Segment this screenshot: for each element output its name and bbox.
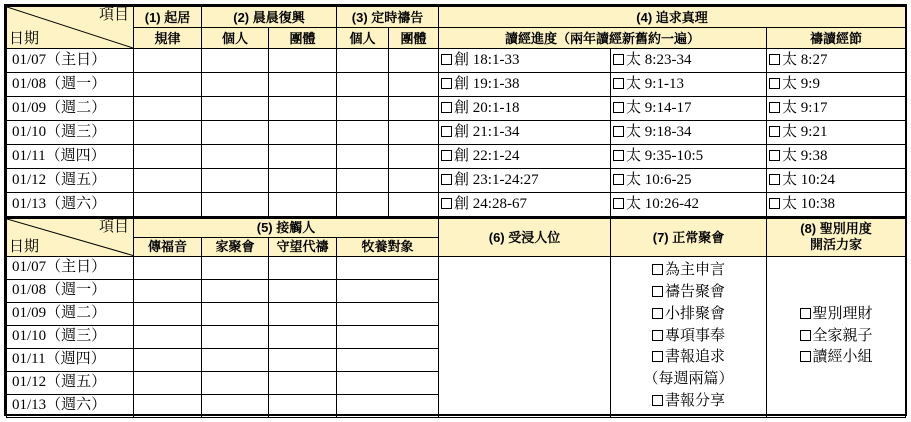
header-baptism: (6) 受浸人位 xyxy=(439,218,611,256)
consecration-cell xyxy=(767,256,906,417)
intercession-cell[interactable] xyxy=(269,279,337,302)
gospel-cell[interactable] xyxy=(134,325,202,348)
weekly-record-sheet xyxy=(4,4,907,416)
prayer-personal-cell[interactable] xyxy=(337,121,389,145)
pray-verse[interactable]: 太 9:17 xyxy=(767,97,906,121)
ot-reading[interactable]: 創 22:1-24 xyxy=(439,145,611,169)
nt-reading[interactable]: 太 9:14-17 xyxy=(611,97,767,121)
morning-personal-cell[interactable] xyxy=(202,97,269,121)
checkbox[interactable] xyxy=(613,198,624,209)
checkbox[interactable] xyxy=(800,330,811,341)
date-cell: 01/09（週二） xyxy=(7,97,134,121)
gospel-cell[interactable] xyxy=(134,394,202,417)
header-routine-sub: 規律 xyxy=(134,28,202,49)
date-cell: 01/12（週五） xyxy=(7,371,134,394)
diagonal-header-bottom xyxy=(7,218,134,256)
morning-group-cell[interactable] xyxy=(269,145,337,169)
ot-reading[interactable]: 創 19:1-38 xyxy=(439,73,611,97)
date-cell: 01/07（主日） xyxy=(7,49,134,73)
ot-reading[interactable]: 創 24:28-67 xyxy=(439,193,611,217)
checkbox[interactable] xyxy=(800,351,811,362)
checkbox[interactable] xyxy=(769,198,780,209)
home-meeting-cell[interactable] xyxy=(202,325,269,348)
morning-personal-cell[interactable] xyxy=(202,121,269,145)
meeting-service[interactable]: 專項事奉 xyxy=(611,326,766,348)
consecration-finance[interactable]: 聖別理財 xyxy=(767,304,905,326)
header-consecration-line2: 開活力家 xyxy=(810,237,863,253)
date-cell: 01/09（週二） xyxy=(7,302,134,325)
routine-cell[interactable] xyxy=(134,97,202,121)
checkbox[interactable] xyxy=(441,174,452,185)
checkbox[interactable] xyxy=(652,395,663,406)
pray-verse[interactable]: 太 9:21 xyxy=(767,121,906,145)
prayer-group-cell[interactable] xyxy=(389,193,439,217)
pray-verse[interactable]: 太 8:27 xyxy=(767,49,906,73)
bottom-table xyxy=(6,217,906,418)
table-row xyxy=(7,73,906,97)
morning-personal-cell[interactable] xyxy=(202,49,269,73)
morning-personal-cell[interactable] xyxy=(202,73,269,97)
header-meetings: (7) 正常聚會 xyxy=(611,218,767,256)
date-cell: 01/10（週三） xyxy=(7,325,134,348)
checkbox[interactable] xyxy=(652,308,663,319)
routine-cell[interactable] xyxy=(134,193,202,217)
date-cell: 01/13（週六） xyxy=(7,394,134,417)
intercession-cell[interactable] xyxy=(269,394,337,417)
header-prayer-group: 團體 xyxy=(389,28,439,49)
morning-personal-cell[interactable] xyxy=(202,193,269,217)
date-cell: 01/07（主日） xyxy=(7,256,134,279)
header-consecration xyxy=(767,218,906,256)
prayer-personal-cell[interactable] xyxy=(337,73,389,97)
meeting-prophesy[interactable]: 為主申言 xyxy=(611,260,766,282)
pray-verse[interactable]: 太 9:9 xyxy=(767,73,906,97)
intercession-cell[interactable] xyxy=(269,325,337,348)
header-morning-personal: 個人 xyxy=(202,28,269,49)
gospel-cell[interactable] xyxy=(134,279,202,302)
morning-group-cell[interactable] xyxy=(269,73,337,97)
date-cell: 01/08（週一） xyxy=(7,279,134,302)
header-shepherding: 牧養對象 xyxy=(337,237,439,256)
header-intercession: 守望代禱 xyxy=(269,237,337,256)
date-cell: 01/13（週六） xyxy=(7,193,134,217)
checkbox[interactable] xyxy=(769,150,780,161)
checkbox[interactable] xyxy=(613,102,624,113)
prayer-personal-cell[interactable] xyxy=(337,169,389,193)
nt-reading[interactable]: 太 10:6-25 xyxy=(611,169,767,193)
header-truth: (4) 追求真理 xyxy=(439,7,906,28)
ot-reading[interactable]: 創 18:1-33 xyxy=(439,49,611,73)
shepherding-cell[interactable] xyxy=(337,302,439,325)
header-prayer-personal: 個人 xyxy=(337,28,389,49)
intercession-cell[interactable] xyxy=(269,348,337,371)
checkbox[interactable] xyxy=(800,308,811,319)
header-contact: (5) 接觸人 xyxy=(134,218,439,237)
morning-personal-cell[interactable] xyxy=(202,145,269,169)
shepherding-cell[interactable] xyxy=(337,279,439,302)
shepherding-cell[interactable] xyxy=(337,348,439,371)
header-home-meeting: 家聚會 xyxy=(202,237,269,256)
prayer-group-cell[interactable] xyxy=(389,145,439,169)
checkbox[interactable] xyxy=(441,102,452,113)
nt-reading[interactable]: 太 9:18-34 xyxy=(611,121,767,145)
header-gospel: 傳福音 xyxy=(134,237,202,256)
header-consecration-line1: (8) 聖別用度 xyxy=(800,221,872,236)
ot-reading[interactable]: 創 21:1-34 xyxy=(439,121,611,145)
nt-reading[interactable]: 太 9:1-13 xyxy=(611,73,767,97)
checkbox[interactable] xyxy=(441,126,452,137)
home-meeting-cell[interactable] xyxy=(202,256,269,279)
top-table xyxy=(6,6,906,217)
shepherding-cell[interactable] xyxy=(337,325,439,348)
routine-cell[interactable] xyxy=(134,169,202,193)
table-row xyxy=(7,256,906,279)
routine-cell[interactable] xyxy=(134,49,202,73)
morning-group-cell[interactable] xyxy=(269,169,337,193)
gospel-cell[interactable] xyxy=(134,348,202,371)
routine-cell[interactable] xyxy=(134,145,202,169)
prayer-personal-cell[interactable] xyxy=(337,49,389,73)
morning-group-cell[interactable] xyxy=(269,193,337,217)
gospel-cell[interactable] xyxy=(134,371,202,394)
consecration-bible-group[interactable]: 讀經小組 xyxy=(767,347,905,369)
routine-cell[interactable] xyxy=(134,73,202,97)
item-label: 項目 xyxy=(98,219,129,235)
shepherding-cell[interactable] xyxy=(337,371,439,394)
checkbox[interactable] xyxy=(613,174,624,185)
table-row xyxy=(7,121,906,145)
checkbox[interactable] xyxy=(613,150,624,161)
ot-reading[interactable]: 創 20:1-18 xyxy=(439,97,611,121)
header-prayer: (3) 定時禱告 xyxy=(337,7,439,28)
date-cell: 01/08（週一） xyxy=(7,73,134,97)
gospel-cell[interactable] xyxy=(134,256,202,279)
table-row xyxy=(7,49,906,73)
intercession-cell[interactable] xyxy=(269,371,337,394)
home-meeting-cell[interactable] xyxy=(202,371,269,394)
baptism-cell[interactable] xyxy=(439,256,611,417)
date-label: 日期 xyxy=(9,238,40,255)
prayer-group-cell[interactable] xyxy=(389,73,439,97)
date-cell: 01/11（週四） xyxy=(7,145,134,169)
pray-verse[interactable]: 太 9:38 xyxy=(767,145,906,169)
date-label: 日期 xyxy=(9,31,40,47)
table-row xyxy=(7,97,906,121)
pray-verse[interactable]: 太 10:38 xyxy=(767,193,906,217)
checkbox[interactable] xyxy=(652,351,663,362)
checkbox[interactable] xyxy=(769,126,780,137)
meeting-prayer[interactable]: 禱告聚會 xyxy=(611,282,766,304)
pray-verse[interactable]: 太 10:24 xyxy=(767,169,906,193)
checkbox[interactable] xyxy=(441,198,452,209)
date-cell: 01/11（週四） xyxy=(7,348,134,371)
meeting-small-group[interactable]: 小排聚會 xyxy=(611,304,766,326)
meeting-book-sharing[interactable]: 書報分享 xyxy=(611,391,766,413)
checkbox[interactable] xyxy=(652,286,663,297)
intercession-cell[interactable] xyxy=(269,302,337,325)
prayer-group-cell[interactable] xyxy=(389,49,439,73)
prayer-group-cell[interactable] xyxy=(389,121,439,145)
header-reading-schedule: 讀經進度（兩年讀經新舊約一遍） xyxy=(439,28,767,49)
checkbox[interactable] xyxy=(769,174,780,185)
home-meeting-cell[interactable] xyxy=(202,279,269,302)
intercession-cell[interactable] xyxy=(269,256,337,279)
checkbox[interactable] xyxy=(769,54,780,65)
checkbox[interactable] xyxy=(652,330,663,341)
checkbox[interactable] xyxy=(441,54,452,65)
header-routine: (1) 起居 xyxy=(134,7,202,28)
routine-cell[interactable] xyxy=(134,121,202,145)
checkbox[interactable] xyxy=(769,102,780,113)
checkbox[interactable] xyxy=(613,78,624,89)
home-meeting-cell[interactable] xyxy=(202,302,269,325)
prayer-personal-cell[interactable] xyxy=(337,193,389,217)
header-morning-group: 團體 xyxy=(269,28,337,49)
morning-group-cell[interactable] xyxy=(269,49,337,73)
date-cell: 01/10（週三） xyxy=(7,121,134,145)
header-pray-verse: 禱讀經節 xyxy=(767,28,906,49)
nt-reading[interactable]: 太 8:23-34 xyxy=(611,49,767,73)
header-morning-revival: (2) 晨晨復興 xyxy=(202,7,337,28)
meetings-cell xyxy=(611,256,767,417)
item-label: 項目 xyxy=(98,7,129,23)
home-meeting-cell[interactable] xyxy=(202,348,269,371)
diagonal-header-top xyxy=(7,7,134,49)
meeting-book-note: （每週兩篇） xyxy=(643,371,734,388)
home-meeting-cell[interactable] xyxy=(202,394,269,417)
consecration-family[interactable]: 全家親子 xyxy=(767,326,905,348)
morning-group-cell[interactable] xyxy=(269,97,337,121)
morning-personal-cell[interactable] xyxy=(202,169,269,193)
checkbox[interactable] xyxy=(613,126,624,137)
nt-reading[interactable]: 太 10:26-42 xyxy=(611,193,767,217)
gospel-cell[interactable] xyxy=(134,302,202,325)
morning-group-cell[interactable] xyxy=(269,121,337,145)
prayer-personal-cell[interactable] xyxy=(337,145,389,169)
ot-reading[interactable]: 創 23:1-24:27 xyxy=(439,169,611,193)
shepherding-cell[interactable] xyxy=(337,256,439,279)
nt-reading[interactable]: 太 9:35-10:5 xyxy=(611,145,767,169)
shepherding-cell[interactable] xyxy=(337,394,439,417)
checkbox[interactable] xyxy=(441,78,452,89)
table-row xyxy=(7,193,906,217)
prayer-group-cell[interactable] xyxy=(389,97,439,121)
checkbox[interactable] xyxy=(652,264,663,275)
checkbox[interactable] xyxy=(769,78,780,89)
checkbox[interactable] xyxy=(441,150,452,161)
checkbox[interactable] xyxy=(613,54,624,65)
prayer-group-cell[interactable] xyxy=(389,169,439,193)
prayer-personal-cell[interactable] xyxy=(337,97,389,121)
table-row xyxy=(7,145,906,169)
date-cell: 01/12（週五） xyxy=(7,169,134,193)
meeting-book-pursuit[interactable]: 書報追求 xyxy=(611,347,766,369)
table-row xyxy=(7,169,906,193)
